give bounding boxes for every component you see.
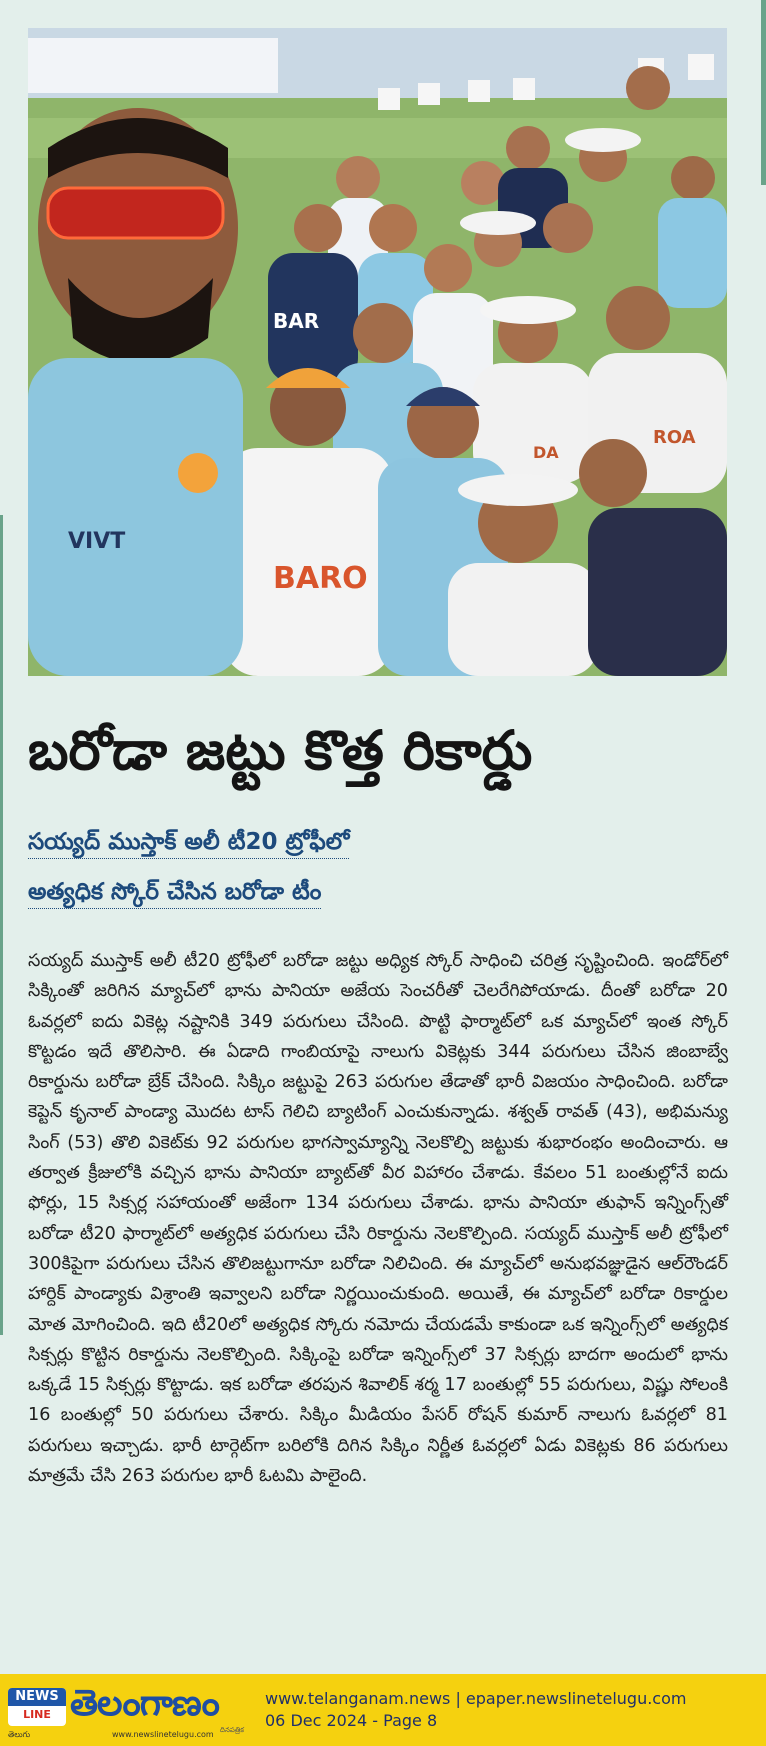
left-accent-bar [0, 515, 3, 1335]
newsline-logo-sub: తెలుగు [8, 1730, 31, 1739]
right-accent-bar [761, 0, 766, 185]
team-selfie-photo [28, 28, 727, 676]
footer-date-page: 06 Dec 2024 - Page 8 [265, 1711, 438, 1730]
brand-tag: దినపత్రిక [220, 1726, 244, 1734]
article-body: సయ్యద్ ముస్తాక్ అలీ టీ20 ట్రోఫీలో బరోడా జట్టు అధ్యిక స్కోర్ సాధించి చరిత్ర సృష్టించింది. ఇండోర్‌లో సిక్కింతో జరిగిన మ్యాచ్‌లో భాను పానియా అజేయ సెంచరీతో చెలరేగిపోయాడు. దీంతో బరోడా 20 ఓవర్లలో ఐదు వికెట్ల నష్టానికి 349 పరుగులు చేసింది. పొట్టి ఫార్మాట్‌లో ఒక మ్యాచ్‌లో ఇంత స్కోర్ కొట్టడం ఇదే తొలిసారి. ఈ ఏడాది గాంబియాపై నాలుగు వికెట్లకు 344 పరుగులు చేసిన జింబాబ్వే రికార్డును బరోడా బ్రేక్ చేసింది. సిక్కిం జట్టుపై 263 పరుగుల తేడాతో భారీ విజయం సాధించింది. బరోడా కెప్టెన్ కృనాల్ పాండ్యా మొదట టాస్ గెలిచి బ్యాటింగ్ ఎంచుకున్నాడు. శశ్వత్ రావత్ (43), అభిమన్యు సింగ్ (53) తొలి వికెట్‌కు 92 పరుగుల భాగస్వామ్యాన్ని నెలకొల్పి జట్టుకు శుభారంభం అందించారు. ఆ తర్వాత క్రీజులోకి వచ్చిన భాను పానియా బ్యాట్‌తో వీర విహారం చేశాడు. కేవలం 51 బంతుల్లోనే ఐదు ఫోర్లు, 15 సిక్సర్ల సహాయంతో అజేంగా 134 పరుగులు చేశాడు. భాను పానియా తుఫాన్ ఇన్నింగ్స్‌తో బరోడా టీ20 ఫార్మాట్‌లో అత్యధిక పరుగులు చేసి రికార్డును నెలకొల్పింది. సయ్యద్ ముస్తాక్ అలీ ట్రోఫీలో 300కిపైగా పరుగులు చేసిన తొలిజట్టుగానూ బరోడా నిలిచింది. ఈ మ్యాచ్‌లో అనుభవజ్ఞుడైన ఆల్‌రౌండర్ హార్దిక్ పాండ్యాకు విశ్రాంతి ఇవ్వాలని బరోడా నిర్ణయించుకుంది. అయితే, ఈ మ్యాచ్‌లో బరోడా రికార్డుల మోత మోగించింది. ఇది టీ20లో అత్యధిక స్కోరు నమోదు చేయడమే కాకుండా ఒక ఇన్నింగ్స్‌లో అత్యధిక సిక్సర్లు కొట్టిన రికార్డును నెలకొల్పింది. సిక్కింపై బరోడా ఇన్నింగ్స్‌లో 37 సిక్సర్లు బాదగా అందులో భాను ఒక్కడే 15 సిక్సర్లు కొట్టాడు. ఇక బరోడా తరపున శివాలిక్ శర్మ 17 బంతుల్లో 55 పరుగులు, విష్ణు సోలంకి 16 బంతుల్లో 50 పరుగులు చేశారు. సిక్కిం మీడియం పేసర్ రోషన్ కుమార్ నాలుగు ఓవర్లలో 81 పరుగులు ఇచ్చాడు. భారీ టార్గెట్‌గా బరిలోకి దిగిన సిక్కిం నిర్ణీత ఓవర్లలో ఏడు వికెట్లకు 86 పరుగులు మాత్రమే చేసి 263 పరుగుల భారీ ఓటమి పాలైంది. [28, 951, 728, 1487]
subheading-2: అత్యధిక స్కోర్ చేసిన బరోడా టీం [28, 878, 728, 908]
brand-url: www.newslinetelugu.com [112, 1730, 214, 1739]
footer-bar [0, 1674, 766, 1746]
headline: బరోడా జట్టు కొత్త రికార్డు [28, 719, 533, 782]
subheading-1: సయ్యద్ ముస్తాక్ అలీ టీ20 ట్రోఫీలో [28, 828, 728, 858]
jersey-text-da: DA [533, 443, 559, 462]
jersey-text-roa: ROA [653, 427, 696, 448]
footer-urls: www.telanganam.news | epaper.newslinetelugu.com [265, 1689, 687, 1708]
jersey-text-vivt: VIVT [68, 529, 126, 554]
newsline-logo: NEWS LINE [8, 1688, 66, 1726]
jersey-text-bar: BAR [273, 309, 320, 333]
telanganam-logo: తెలంగాణం [70, 1683, 219, 1724]
jersey-text-baroda: BARO [273, 561, 368, 596]
